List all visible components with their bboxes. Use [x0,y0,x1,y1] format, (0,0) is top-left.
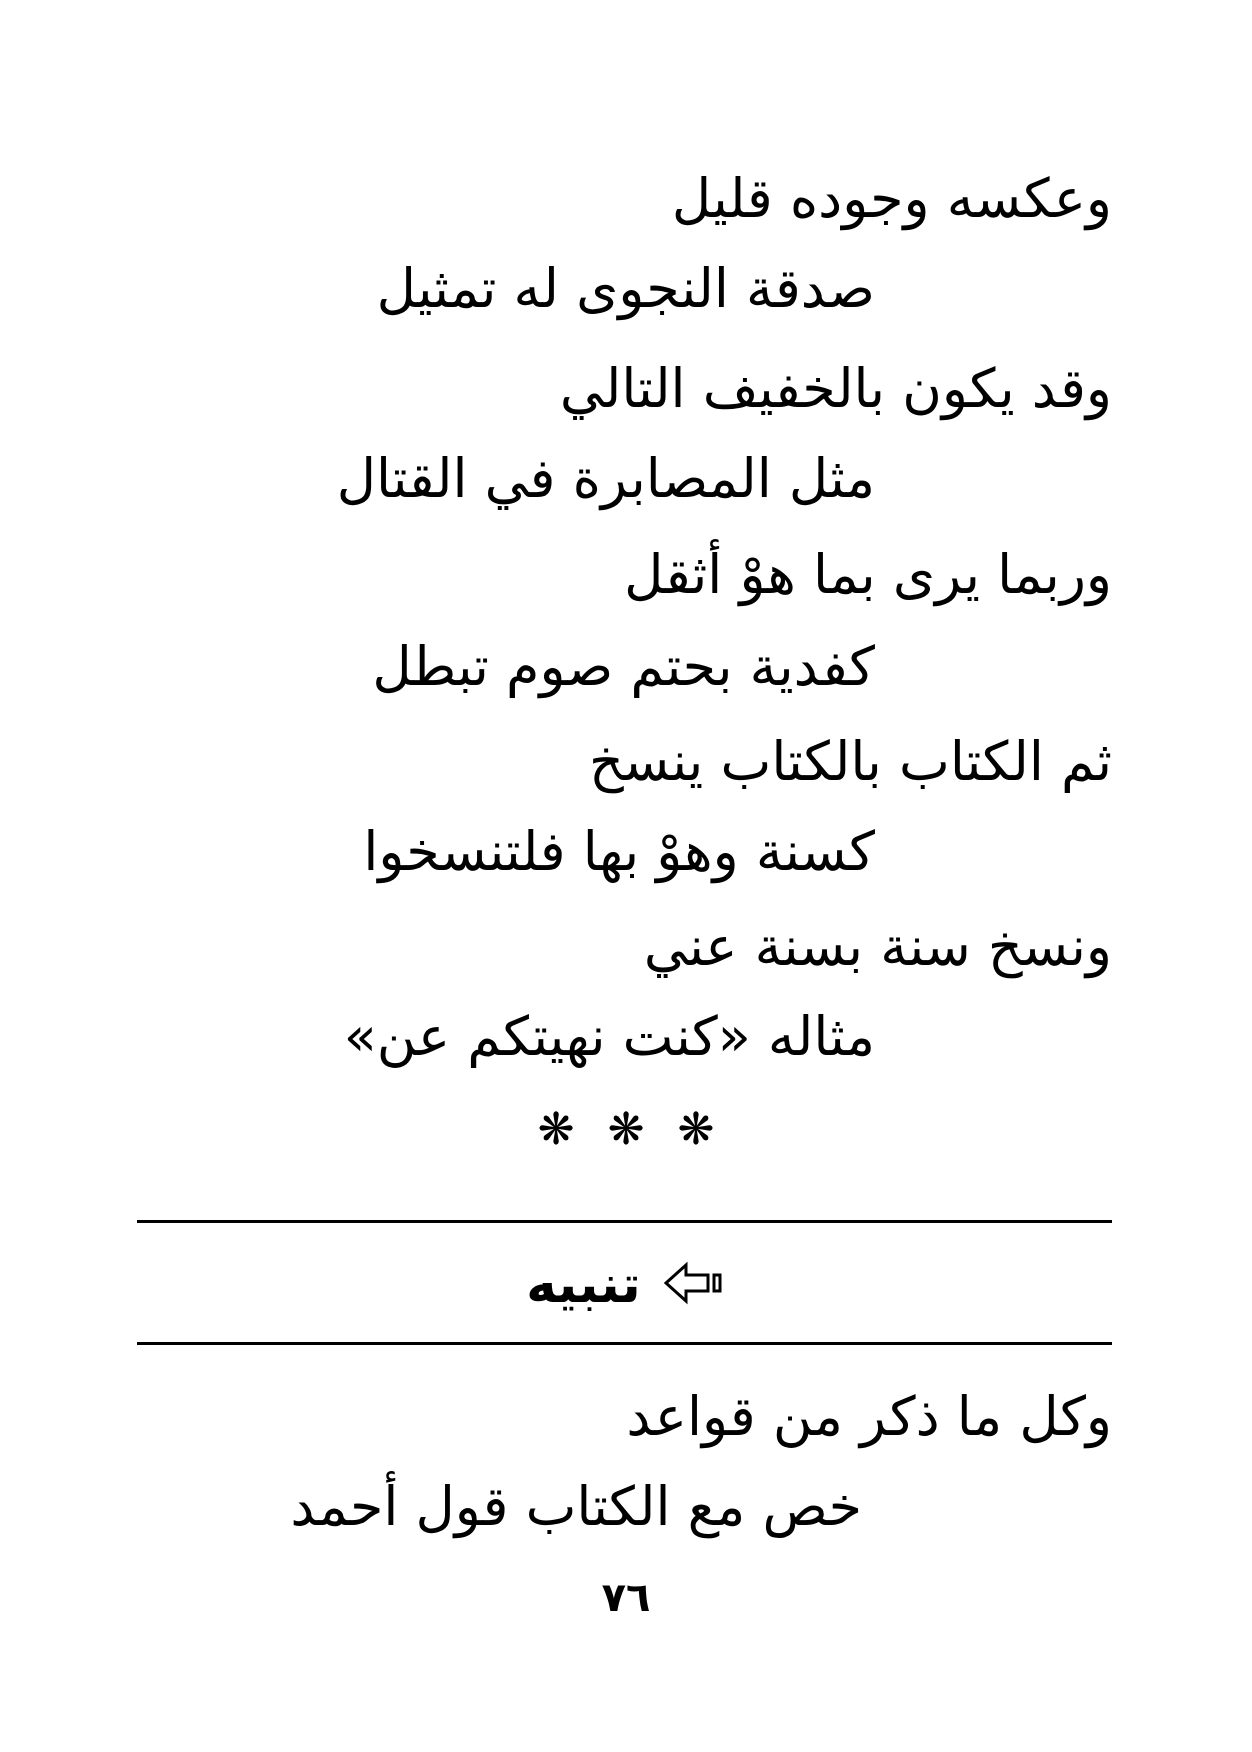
verse-2-second-hemistich: مثل المصابرة في القتال [336,447,875,510]
verse-4-first-hemistich: ثم الكتاب بالكتاب ينسخ [588,730,1112,793]
notice-heading: تنبيه [526,1255,641,1315]
page-number: ٧٦ [601,1575,651,1621]
verse-4-second-hemistich: كسنة وهوْ بها فلتنسخوا [363,820,875,883]
notice-heading-row [0,1255,1252,1315]
verse-1-second-hemistich: صدقة النجوى له تمثيل [376,257,875,320]
ornament-star-icon: ❋ [607,1104,645,1155]
verse-6-second-hemistich: خص مع الكتاب قول أحمد [290,1475,862,1538]
arrow-left-icon [662,1261,726,1309]
verse-6-first-hemistich: وكل ما ذكر من قواعد [626,1385,1112,1448]
verse-3-second-hemistich: كفدية بحتم صوم تبطل [372,635,875,698]
verse-5-first-hemistich: ونسخ سنة بسنة عني [643,915,1112,978]
verse-1-first-hemistich: وعكسه وجوده قليل [671,167,1112,230]
verse-3-first-hemistich: وربما يرى بما هوْ أثقل [624,543,1112,606]
ornament-star-icon: ❋ [677,1104,715,1155]
bottom-divider [137,1342,1112,1345]
verse-2-first-hemistich: وقد يكون بالخفيف التالي [559,357,1112,420]
top-divider [137,1220,1112,1223]
ornament-star-icon: ❋ [537,1104,575,1155]
verse-5-second-hemistich: مثاله «كنت نهيتكم عن» [343,1005,875,1068]
section-ornaments [0,1104,1252,1155]
